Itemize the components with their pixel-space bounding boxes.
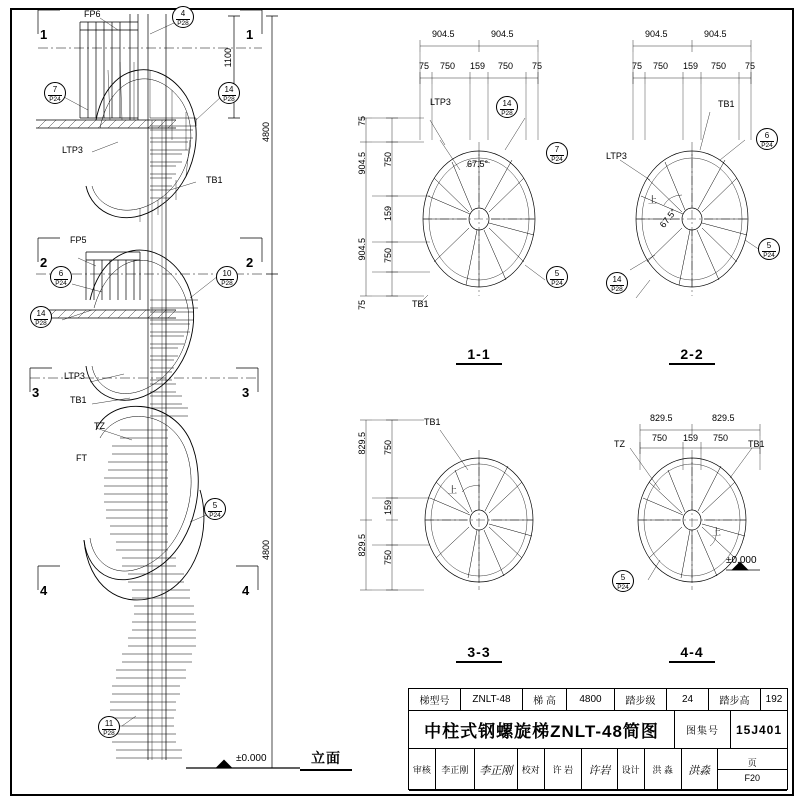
approve-name: 李正刚: [436, 749, 475, 791]
p44-level: ±0.000: [726, 555, 757, 566]
spec-value-riser: 192: [761, 689, 787, 711]
approve-label: 审核: [409, 749, 436, 791]
title-block: [408, 688, 788, 790]
section-mark-2-right: 2: [246, 255, 254, 270]
atlas-value: 15J401: [731, 711, 787, 749]
design-signature: 洪淼: [682, 749, 718, 791]
p11-dim-904-right: 904.5: [491, 29, 514, 39]
spec-label-height: 梯 高: [523, 689, 567, 711]
section-mark-3-right: 3: [242, 385, 250, 400]
callout-7: 7 P24: [44, 82, 66, 104]
p44-tag-tb1: TB1: [748, 439, 765, 449]
p11-dim-750b: 750: [498, 61, 514, 71]
section-mark-4-right: 4: [242, 583, 250, 598]
p11-side-750b: 750: [383, 248, 393, 264]
design-name: 洪 淼: [645, 749, 682, 791]
elevation-view-title: 立面: [300, 748, 352, 771]
p11-dim-75b: 75: [532, 61, 543, 71]
p22-tag-up: 上: [648, 195, 658, 205]
part-tag-ltp3-lower: LTP3: [64, 371, 85, 381]
callout-14-upper: 14 P28: [218, 82, 240, 104]
section-mark-4-left: 4: [40, 583, 48, 598]
p22-dim-750b: 750: [711, 61, 727, 71]
part-tag-tb1-lower: TB1: [70, 395, 87, 405]
part-tag-tb1-upper: TB1: [206, 175, 223, 185]
callout-5-elev: 5 P24: [204, 498, 226, 520]
p22-dim-904-right: 904.5: [704, 29, 727, 39]
p11-angle: 67.5°: [467, 159, 489, 169]
check-name: 许 岩: [545, 749, 582, 791]
approve-signature: 李正刚: [475, 749, 518, 791]
p11-tag-tb1: TB1: [412, 299, 429, 309]
spec-label-riser: 踏步高: [709, 689, 761, 711]
p22-callout-5: 5 P24: [758, 238, 780, 260]
elevation-dim-4800-lower: 4800: [261, 540, 271, 561]
title-block-row-spec: [409, 689, 787, 711]
p11-side-904b: 904.5: [357, 238, 367, 261]
p44-dim-159: 159: [683, 433, 699, 443]
p33-side-159: 159: [383, 500, 393, 516]
spec-label-type: 梯型号: [409, 689, 461, 711]
spec-value-type: ZNLT-48: [461, 689, 523, 711]
p33-side-829a: 829.5: [357, 432, 367, 455]
section-mark-1-right: 1: [246, 27, 254, 42]
spec-value-height: 4800: [567, 689, 615, 711]
p11-side-159: 159: [383, 206, 393, 222]
p44-dim-750b: 750: [713, 433, 729, 443]
p22-callout-6: 6 P24: [756, 128, 778, 150]
check-signature: 许岩: [582, 749, 618, 791]
page-cell: [718, 749, 787, 791]
p11-side-75a: 75: [357, 116, 367, 127]
part-tag-ltp3-upper: LTP3: [62, 145, 83, 155]
p22-callout-14: 14 P28: [606, 272, 628, 294]
p11-side-750a: 750: [383, 152, 393, 168]
p11-side-75b: 75: [357, 300, 367, 311]
p22-dim-750a: 750: [653, 61, 669, 71]
p22-tag-tb1: TB1: [718, 99, 735, 109]
elevation-dim-4800-upper: 4800: [261, 122, 271, 143]
spec-label-steps: 踏步级: [615, 689, 667, 711]
p11-dim-75a: 75: [419, 61, 430, 71]
section-mark-3-left: 3: [32, 385, 40, 400]
p22-dim-75a: 75: [632, 61, 643, 71]
plan-2-2-title: 2-2: [669, 346, 715, 365]
p44-dim-750a: 750: [652, 433, 668, 443]
p11-dim-750a: 750: [440, 61, 456, 71]
main-title: 中柱式钢螺旋梯ZNLT-48简图: [409, 711, 675, 749]
p22-dim-904-left: 904.5: [645, 29, 668, 39]
p44-dim-829-left: 829.5: [650, 413, 673, 423]
part-tag-tz: TZ: [94, 421, 105, 431]
elevation-dim-1100: 1100: [223, 48, 233, 68]
callout-4: 4 P28: [172, 6, 194, 28]
p22-tag-ltp3: LTP3: [606, 151, 627, 161]
page-value: F20: [744, 773, 761, 783]
p22-dim-75b: 75: [745, 61, 756, 71]
title-block-row-title: [409, 711, 787, 749]
part-tag-fp5: FP5: [70, 235, 87, 245]
page-label: 页: [718, 756, 787, 770]
part-tag-ft: FT: [76, 453, 87, 463]
p11-tag-ltp3: LTP3: [430, 97, 451, 107]
ground-level-elevation: ±0.000: [236, 753, 267, 764]
plan-4-4-title: 4-4: [669, 644, 715, 663]
part-tag-fp6: FP6: [84, 9, 101, 19]
p11-callout-14: 14 P28: [496, 96, 518, 118]
check-label: 校对: [518, 749, 545, 791]
p33-side-750b: 750: [383, 550, 393, 566]
p33-tag-tb1: TB1: [424, 417, 441, 427]
callout-10: 10 P28: [216, 266, 238, 288]
p44-tag-up: 上: [712, 527, 722, 537]
p11-callout-7: 7 P24: [546, 142, 568, 164]
p44-tag-tz: TZ: [614, 439, 625, 449]
p44-callout-5: 5 P24: [612, 570, 634, 592]
section-mark-1-left: 1: [40, 27, 48, 42]
p11-dim-159: 159: [470, 61, 486, 71]
spec-value-steps: 24: [667, 689, 709, 711]
p33-side-750a: 750: [383, 440, 393, 456]
callout-6: 6 P24: [50, 266, 72, 288]
atlas-label: 图集号: [675, 711, 731, 749]
plan-3-3-title: 3-3: [456, 644, 502, 663]
design-label: 设计: [618, 749, 645, 791]
p11-dim-904-left: 904.5: [432, 29, 455, 39]
p11-side-904a: 904.5: [357, 152, 367, 175]
callout-11: 11 P28: [98, 716, 120, 738]
p22-angle: 67.5°: [657, 206, 679, 230]
callout-14-lower: 14 P28: [30, 306, 52, 328]
p33-tag-up: 上: [448, 485, 458, 495]
p11-callout-5: 5 P24: [546, 266, 568, 288]
p33-side-829b: 829.5: [357, 534, 367, 557]
p22-dim-159: 159: [683, 61, 699, 71]
plan-1-1-title: 1-1: [456, 346, 502, 365]
section-mark-2-left: 2: [40, 255, 48, 270]
title-block-row-signoff: [409, 749, 787, 791]
p44-dim-829-right: 829.5: [712, 413, 735, 423]
